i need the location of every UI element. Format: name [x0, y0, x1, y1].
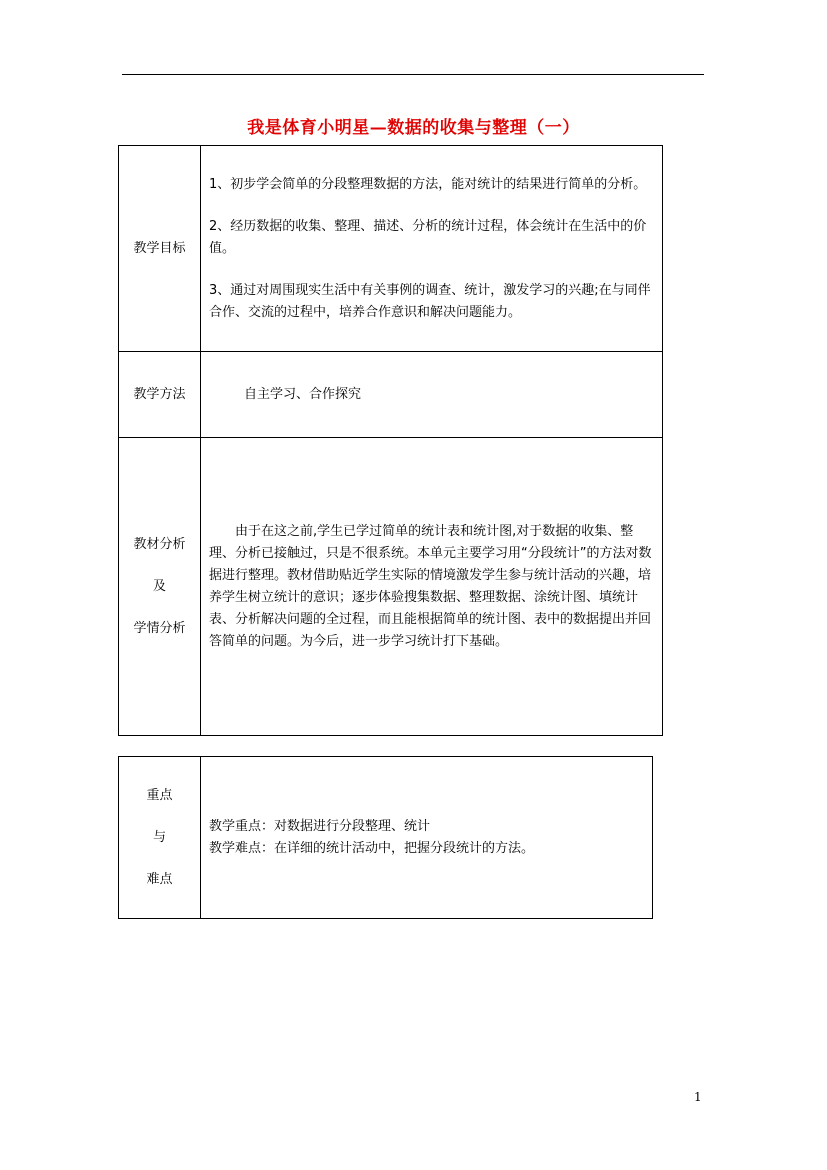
key-points-label-line: 难点 [146, 871, 173, 887]
goals-label: 教学目标 [119, 146, 201, 352]
key-point-text: 教学重点：对数据进行分段整理、统计 [209, 818, 431, 834]
analysis-label-line: 学情分析 [133, 620, 186, 636]
analysis-cell [201, 438, 663, 736]
analysis-label [119, 438, 201, 736]
goals-row [119, 146, 663, 352]
method-row [119, 352, 663, 438]
key-points-cell [201, 757, 653, 919]
method-label: 教学方法 [119, 352, 201, 438]
page-number: 1 [694, 1090, 702, 1104]
analysis-text: 由于在这之前,学生已学过简单的统计表和统计图,对于数据的收集、整理、分析已接触过，只是不很系统。本单元主要学习用“分段统计”的方法对数据进行整理。教材借助贴近学生实际的情境激发学生参与统计活动的兴趣，培养学生树立统计的意识；逐步体验搜集数据、整理数据、涂统计图、填统计表、分析解决问题的全过程，而且能根据简单的统计图、表中的数据提出并回答简单的问题。为今后，进一步学习统计打下基础。 [209, 523, 652, 649]
document-title: 我是体育小明星—数据的收集与整理（一） [247, 118, 580, 138]
analysis-row [119, 438, 663, 736]
header-rule [122, 74, 704, 75]
goal-item: 1、初步学会简单的分段整理数据的方法，能对统计的结果进行简单的分析。 [209, 176, 647, 192]
analysis-label-line: 教材分析 [133, 536, 186, 552]
key-points-label [119, 757, 201, 919]
key-points-label-line: 重点 [146, 787, 173, 803]
key-points-row [119, 757, 653, 919]
goal-item: 2、经历数据的收集、整理、描述、分析的统计过程，体会统计在生活中的价值。 [209, 218, 647, 256]
goal-item: 3、通过对周围现实生活中有关事例的调查、统计，激发学习的兴趣;在与同伴合作、交流的过程中，培养合作意识和解决问题能力。 [209, 282, 651, 320]
method-text: 自主学习、合作探究 [201, 352, 663, 438]
difficulty-text: 教学难点：在详细的统计活动中，把握分段统计的方法。 [209, 840, 535, 856]
key-points-label-line: 与 [152, 829, 166, 845]
goals-cell [201, 146, 663, 352]
key-points-table [118, 756, 653, 919]
lesson-plan-table [118, 145, 663, 736]
analysis-label-line: 及 [152, 578, 166, 594]
